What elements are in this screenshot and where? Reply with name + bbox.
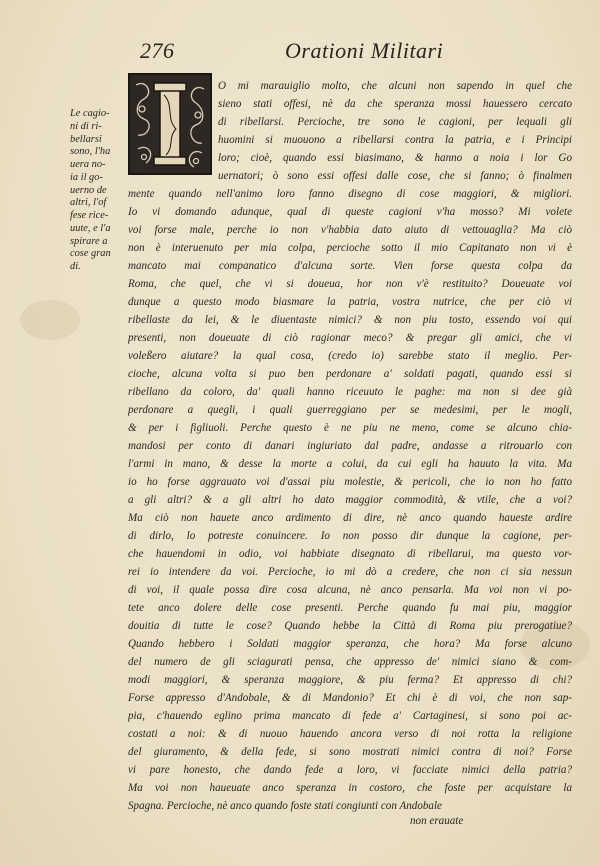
text-line: modi maggiori, & speranza maggiore, & piu ferma? Et appresso di chi?: [128, 674, 572, 686]
text-line: mandosi per conto di danari ingiuriato dal padre, andasse a ritrouarlo con: [128, 440, 572, 452]
decorated-initial-i: [128, 73, 212, 175]
text-line: Quando hebbero i Soldati maggior speranza, che hora? Ma forse alcuno: [128, 638, 572, 650]
text-line: voleßero aiutare? la qual cosa, (credo io) sarebbe stato il meglio. Per-: [128, 350, 572, 362]
margin-note-line: fese rice-: [70, 210, 109, 221]
margin-note-line: di.: [70, 261, 81, 272]
text-line: & per i figliuoli. Perche questo è ne piu ne meno, come se alcuno chia-: [128, 422, 572, 434]
margin-note-line: uera no-: [70, 159, 106, 170]
margin-note-line: uerno de: [70, 184, 107, 196]
text-line: rei io intendere da voi. Percioche, io mi dò a credere, che non ci sia nessun: [128, 566, 572, 578]
text-line: costati a noi: & di nuouo hauendo ancora verso di noi rotta la religione: [128, 728, 572, 740]
text-line: non è interuenuto per mia colpa, percioche sotto il mio Capitanato non vi è: [128, 242, 572, 254]
text-line: ribellano da coloro, da' quali hanno riceuuto le paghe: ma non si dee già: [128, 386, 572, 398]
text-line: Ma voi non haueuate anco speranza in costoro, che foste per acquistare la: [128, 782, 572, 794]
text-line: perdonare a quegli, i quali guerreggiano per se medesimi, per le mogli,: [128, 404, 572, 416]
text-line: di voi, il quale possa dire cosa alcuna, nè anco pensarla. Ma voi non vi po-: [128, 584, 572, 596]
paper-stain: [20, 300, 80, 340]
text-line: O mi marauiglio molto, che alcuni non sapendo in quel che: [218, 80, 572, 92]
margin-note-line: ni di ri-: [70, 120, 102, 132]
text-line: ribellaste da lei, & le diuentaste nimici? & non piu tosto, essendo voi qui: [128, 314, 572, 326]
text-line: Spagna. Percioche, nè anco quando foste stati congiunti con Andobale: [128, 800, 442, 812]
catchword: non erauate: [410, 815, 464, 827]
margin-note-line: bellarsi: [70, 133, 102, 145]
margin-note-line: spirare a: [70, 235, 108, 247]
text-line: di ribellarsi. Percioche, tre sono le cagioni, per lequali gli: [218, 116, 572, 128]
text-line: presenti, non doueuate di ciò ragionar meco? & pregar gli amici, che vi: [128, 332, 572, 344]
margin-note-line: uute, e l'a: [70, 222, 111, 234]
text-line: mancato mai companatico d'alcuna sorte. Vien forse questa colpa da: [128, 260, 572, 272]
page-number: 276: [140, 38, 175, 63]
text-line: pia, c'hauendo eglino prima mancato di fede a' Cartaginesi, si sono poi ac-: [128, 710, 572, 722]
text-line: dunque a questo modo biasmare la patria, vostra nutrice, che per ciò vi: [128, 296, 572, 308]
text-line: l'armi in mano, & desse la morte a colui, da cui egli ha hauuto la vita. Ma: [128, 458, 572, 470]
text-line: cioche, alcuna volta si puo ben perdonare a' soldati pagati, quando essi si: [128, 368, 572, 380]
text-line: huomini si muouono a ribellarsi contra la patria, e i Principi: [218, 134, 572, 146]
text-line: tete anco dolere delle cose presenti. Perche quando fu mai piu, maggior: [128, 602, 572, 614]
margin-note-line: sono, l'ha: [70, 146, 111, 158]
text-line: che hauendomi in odio, voi habbiate disegnato di ribellarui, ma questo vor-: [128, 548, 572, 560]
margin-note-line: cose gran: [70, 248, 111, 260]
text-line: uernatori; ò sono essi offesi dalle cose, che si fanno; ò finalmen: [218, 170, 572, 182]
text-line: Roma, che quel, che vi si doueua, hor non v'è restituito? Doueuate voi: [128, 278, 572, 290]
margin-note-line: ia il go-: [70, 171, 103, 183]
text-line: douitia di tutte le cose? Quando hebbe la Città di Roma piu prerogatiue?: [128, 620, 572, 632]
running-title: Orationi Militari: [285, 38, 444, 63]
text-line: mente quando nell'animo loro fanno disegno di cose maggiori, & migliori.: [128, 188, 572, 200]
text-line: Forse appresso d'Andobale, & di Mandonio? Et chi è di voi, che non sap-: [128, 692, 572, 704]
text-line: sieno stati offesi, nè da che speranza mossi hauessero cercato: [218, 98, 572, 110]
page-header: [140, 38, 560, 68]
text-line: Ma ciò non hauete anco ardimento di dire, nè anco quando haueste ardire: [128, 512, 572, 524]
text-line: loro; cioè, quando essi biasimano, & hanno a noia i lor Go: [218, 152, 572, 164]
margin-note: [70, 108, 126, 274]
text-line: del numero de gli sciagurati pensa, che appresso de' nimici siano & com-: [128, 656, 572, 668]
text-line: Io vi domando adunque, qual di queste cagioni v'ha mosso? Mi volete: [128, 206, 572, 218]
margin-note-line: Le cagio-: [70, 108, 110, 119]
text-line: voi forse male, perche io non v'habbia dato aiuto di vettouaglia? Ma ciò: [128, 224, 572, 236]
text-line: a gli altri? & a gli altri ho dato maggior commodità, & vtile, che a voi?: [128, 494, 572, 506]
margin-note-line: altri, l'of: [70, 197, 107, 209]
text-line: io ho forse aggrauato voi d'assai piu molestie, & pericoli, che io non ho fatto: [128, 476, 572, 488]
text-line: del giuramento, & della fede, si sono mostrati nimici contra di noi? Forse: [128, 746, 572, 758]
text-line: vi pare honesto, che dando fede a loro, vi facciate nimici della patria?: [128, 764, 572, 776]
text-line: di dirlo, lo potreste conuincere. Io non posso dir dunque la cagione, per-: [128, 530, 572, 542]
